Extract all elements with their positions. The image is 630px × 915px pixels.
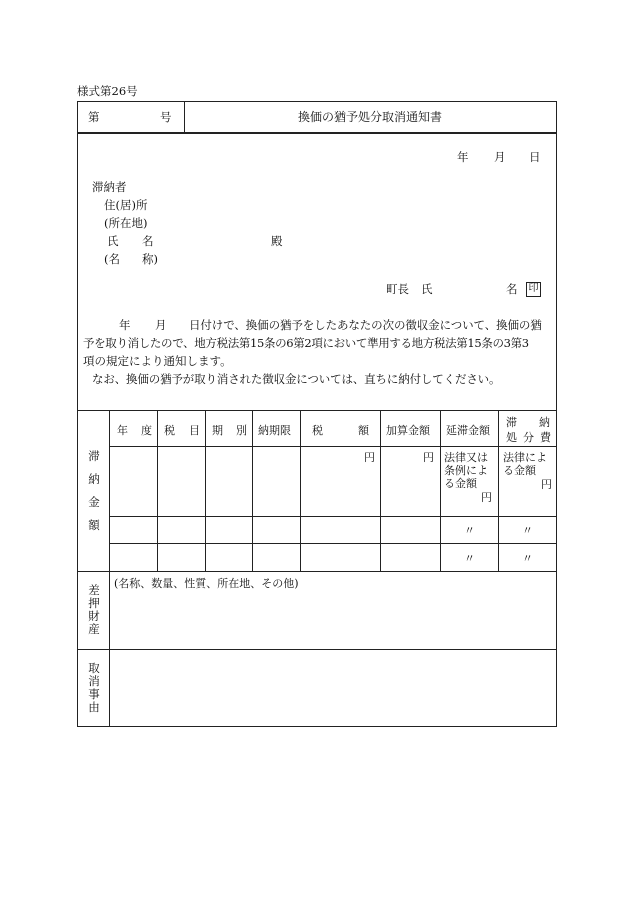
arrears-side-label-2: 納 <box>88 472 100 486</box>
header-kibetsu-1: 期 <box>212 424 223 437</box>
seized-bottom-border <box>77 649 557 650</box>
row1-entai-line-3: る金額 <box>444 477 477 490</box>
sender-shi: 氏 <box>421 282 433 296</box>
form-number: 様式第26号 <box>77 84 138 98</box>
recipient-name-alt-2: 称) <box>142 252 158 266</box>
body-line-4: なお、換価の猶予が取り消された徴収金については、直ちに納付してください。 <box>92 372 501 386</box>
col-line-1 <box>157 410 158 571</box>
row1-shobun-line-2: る金額 <box>503 464 536 477</box>
seized-side-label-2: 押 <box>88 596 100 610</box>
row1-shobun-line-1: 法律によ <box>503 451 547 464</box>
header-shobun-3: 費 <box>540 431 551 444</box>
col-line-3 <box>252 410 253 571</box>
header-nendo-1: 年 <box>117 424 128 437</box>
col-line-5 <box>380 410 381 571</box>
header-taino-2: 納 <box>539 416 550 429</box>
arrears-side-label-1: 滞 <box>88 449 100 463</box>
table-top-border <box>77 410 557 411</box>
sender-chocho: 町長 <box>386 282 409 296</box>
date-day: 日 <box>529 150 541 164</box>
recipient-address: 住(居)所 <box>104 198 148 212</box>
sender-mei: 名 <box>506 282 518 296</box>
reason-side-label-2: 消 <box>88 674 100 688</box>
header-kasan: 加算金額 <box>386 424 430 437</box>
date-year: 年 <box>457 150 469 164</box>
notice-number-go: 号 <box>160 110 172 124</box>
row1-entai-line-1: 法律又は <box>444 451 488 464</box>
arrears-bottom-border <box>77 571 557 572</box>
recipient-name-alt-1: (名 <box>104 252 120 266</box>
header-nokigen: 納期限 <box>258 424 291 437</box>
body-year: 年 <box>119 318 131 332</box>
row2-bottom-border <box>109 543 557 544</box>
body-month: 月 <box>155 318 167 332</box>
arrears-side-label-4: 額 <box>88 518 100 532</box>
reason-side-label-4: 由 <box>88 700 100 714</box>
header-zeimoku-2: 目 <box>189 424 200 437</box>
header-divider <box>184 101 185 133</box>
date-month: 月 <box>494 150 506 164</box>
col-line-6 <box>440 410 441 571</box>
col-line-2 <box>205 410 206 571</box>
row3-entai-ditto: 〃 <box>464 552 475 565</box>
recipient-dono: 殿 <box>271 234 283 248</box>
reason-side-label-1: 取 <box>88 661 100 675</box>
row1-entai-unit: 円 <box>481 491 492 504</box>
seized-side-label-1: 差 <box>88 583 100 597</box>
col-line-4 <box>300 410 301 571</box>
row1-entai-line-2: 条例によ <box>444 464 488 477</box>
seized-property-note: (名称、数量、性質、所在地、その他) <box>114 577 299 590</box>
side-label-divider <box>109 410 110 727</box>
header-nendo-2: 度 <box>141 424 152 437</box>
header-zeigaku-2: 額 <box>358 424 369 437</box>
seized-side-label-3: 財 <box>88 609 100 623</box>
header-zeigaku-1: 税 <box>312 424 323 437</box>
row1-bottom-border <box>109 516 557 517</box>
notice-number-dai: 第 <box>88 110 100 124</box>
header-shobun-2: 分 <box>523 431 534 444</box>
header-kibetsu-2: 別 <box>236 424 247 437</box>
col-line-7 <box>498 410 499 571</box>
arrears-side-label-3: 金 <box>88 495 100 509</box>
row1-kasan-unit: 円 <box>423 451 434 464</box>
body-line-2: 予を取り消したので、地方税法第15条の6第2項において準用する地方税法第15条の3第3 <box>83 336 529 350</box>
header-entai: 延滞金額 <box>446 424 490 437</box>
row2-shobun-ditto: 〃 <box>522 524 533 537</box>
recipient-address-alt: (所在地) <box>104 216 148 230</box>
recipient-label: 滞納者 <box>92 180 127 194</box>
header-shobun-1: 処 <box>506 431 517 444</box>
document-title: 換価の猶予処分取消通知書 <box>298 110 443 124</box>
seal-mark: 印 <box>526 282 541 297</box>
reason-side-label-3: 事 <box>88 687 100 701</box>
header-zeimoku-1: 税 <box>164 424 175 437</box>
row1-zeigaku-unit: 円 <box>364 451 375 464</box>
row3-shobun-ditto: 〃 <box>522 552 533 565</box>
seized-side-label-4: 産 <box>88 622 100 636</box>
body-line-1: 日付けで、換価の猶予をしたあなたの次の徴収金について、換価の猶 <box>189 318 542 332</box>
header-bottom-border <box>109 446 557 447</box>
recipient-name-shi: 氏 <box>107 234 119 248</box>
row1-shobun-unit: 円 <box>541 478 552 491</box>
header-taino-1: 滞 <box>506 416 517 429</box>
row2-entai-ditto: 〃 <box>464 524 475 537</box>
body-line-3: 項の規定により通知します。 <box>83 354 232 368</box>
recipient-name-mei: 名 <box>142 234 154 248</box>
